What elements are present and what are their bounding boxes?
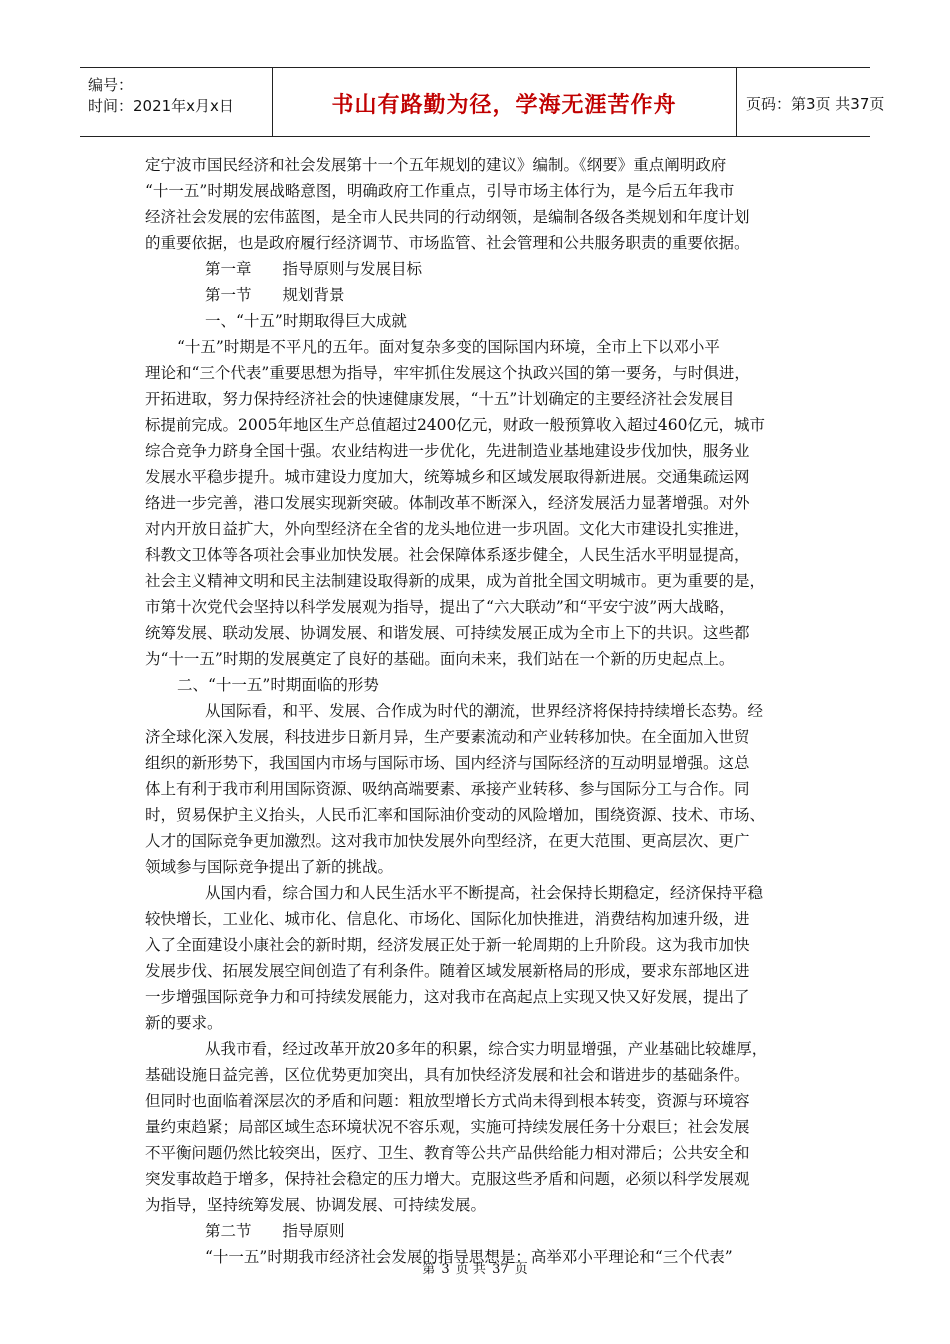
text-line: 入了全面建设小康社会的新时期，经济发展正处于新一轮周期的上升阶段。这为我市加快	[145, 936, 750, 954]
text-line: 体上有利于我市利用国际资源、吸纳高端要素、承接产业转移、参与国际分工与合作。同	[145, 780, 750, 798]
text-line: 科教文卫体等各项社会事业加快发展。社会保障体系逐步健全，人民生活水平明显提高，	[145, 546, 750, 564]
text-line: “十一五”时期发展战略意图，明确政府工作重点，引导市场主体行为，是今后五年我市	[145, 182, 735, 200]
text-line: 时，贸易保护主义抬头，人民币汇率和国际油价变动的风险增加，围绕资源、技术、市场、	[145, 806, 766, 824]
text-line: 济全球化深入发展，科技进步日新月异，生产要素流动和产业转移加快。在全面加入世贸	[145, 728, 750, 746]
text-line: 基础设施日益完善，区位优势更加突出，具有加快经济发展和社会和谐进步的基础条件。	[145, 1066, 750, 1084]
page-header	[80, 67, 885, 137]
text-line: 市第十次党代会坚持以科学发展观为指导，提出了“六大联动”和“平安宁波”两大战略，	[145, 598, 735, 616]
text-line: 一、“十五”时期取得巨大成就	[205, 312, 407, 330]
text-line: 人才的国际竞争更加激烈。这对我市加快发展外向型经济，在更大范围、更高层次、更广	[145, 832, 750, 850]
header-page-number: 页码：第3页 共37页	[746, 95, 885, 113]
text-line: 组织的新形势下，我国国内市场与国际市场、国内经济与国际经济的互动明显增强。这总	[145, 754, 750, 772]
text-line: 从我市看，经过改革开放20多年的积累，综合实力明显增强，产业基础比较雄厚，	[205, 1040, 768, 1058]
text-line: “十一五”时期我市经济社会发展的指导思想是：高举邓小平理论和“三个代表”	[205, 1248, 733, 1266]
text-line: 经济社会发展的宏伟蓝图，是全市人民共同的行动纲领，是编制各级各类规划和年度计划	[145, 208, 750, 226]
document-body	[145, 152, 805, 1270]
header-page-cell	[736, 68, 885, 136]
header-motto-cell	[272, 68, 737, 136]
text-line: 络进一步完善，港口发展实现新突破。体制改革不断深入，经济发展活力显著增强。对外	[145, 494, 750, 512]
text-line: 较快增长，工业化、城市化、信息化、市场化、国际化加快推进，消费结构加速升级，进	[145, 910, 750, 928]
text-line: 标提前完成。2005年地区生产总值超过2400亿元，财政一般预算收入超过460亿元，城市	[145, 416, 765, 434]
footer-prefix: 第	[422, 1262, 436, 1277]
text-line: 从国际看，和平、发展、合作成为时代的潮流，世界经济将保持持续增长态势。经	[205, 702, 764, 720]
text-line: 发展步伐、拓展发展空间创造了有利条件。随着区域发展新格局的形成，要求东部地区进	[145, 962, 750, 980]
text-line: 为“十一五”时期的发展奠定了良好的基础。面向未来，我们站在一个新的历史起点上。	[145, 650, 735, 668]
document-number-label: 编号：	[88, 76, 134, 94]
footer-suffix: 页	[514, 1262, 528, 1277]
text-line: “十五”时期是不平凡的五年。面对复杂多变的国际国内环境，全市上下以邓小平	[177, 338, 720, 356]
text-line: 综合竞争力跻身全国十强。农业结构进一步优化，先进制造业基地建设步伐加快，服务业	[145, 442, 750, 460]
text-line: 为指导，坚持统筹发展、协调发展、可持续发展。	[145, 1196, 487, 1214]
text-line: 理论和“三个代表”重要思想为指导，牢牢抓住发展这个执政兴国的第一要务，与时俱进，	[145, 364, 750, 382]
text-line: 领域参与国际竞争提出了新的挑战。	[145, 858, 394, 876]
footer-mid: 页 共	[455, 1262, 486, 1277]
page-footer	[0, 1258, 950, 1277]
text-line: 的重要依据，也是政府履行经济调节、市场监管、社会管理和公共服务职责的重要依据。	[145, 234, 750, 252]
document-date-label: 时间：2021年x月x日	[88, 97, 234, 115]
text-line: 突发事故趋于增多，保持社会稳定的压力增大。克服这些矛盾和问题，必须以科学发展观	[145, 1170, 750, 1188]
text-line: 二、“十一五”时期面临的形势	[177, 676, 379, 694]
text-line: 对内开放日益扩大，外向型经济在全省的龙头地位进一步巩固。文化大市建设扎实推进，	[145, 520, 750, 538]
text-line: 社会主义精神文明和民主法制建设取得新的成果，成为首批全国文明城市。更为重要的是，	[145, 572, 766, 590]
text-line: 发展水平稳步提升。城市建设力度加大，统筹城乡和区域发展取得新进展。交通集疏运网	[145, 468, 750, 486]
text-line: 第二节 指导原则	[205, 1222, 345, 1240]
header-motto: 书山有路勤为径，学海无涯苦作舟	[331, 93, 677, 118]
footer-page: 3	[441, 1262, 450, 1277]
text-line: 开拓进取，努力保持经济社会的快速健康发展，“十五”计划确定的主要经济社会发展目	[145, 390, 735, 408]
text-line: 第一节 规划背景	[205, 286, 345, 304]
text-line: 新的要求。	[145, 1014, 223, 1032]
text-line: 量约束趋紧；局部区域生态环境状况不容乐观，实施可持续发展任务十分艰巨；社会发展	[145, 1118, 750, 1136]
text-line: 定宁波市国民经济和社会发展第十一个五年规划的建议》编制。《纲要》重点阐明政府	[145, 156, 727, 174]
footer-total: 37	[492, 1262, 509, 1277]
text-line: 从国内看，综合国力和人民生活水平不断提高，社会保持长期稳定，经济保持平稳	[205, 884, 764, 902]
text-line: 第一章 指导原则与发展目标	[205, 260, 423, 278]
header-meta-cell	[80, 68, 273, 136]
text-line: 但同时也面临着深层次的矛盾和问题：粗放型增长方式尚未得到根本转变，资源与环境容	[145, 1092, 750, 1110]
text-line: 不平衡问题仍然比较突出，医疗、卫生、教育等公共产品供给能力相对滞后；公共安全和	[145, 1144, 750, 1162]
text-line: 统筹发展、联动发展、协调发展、和谐发展、可持续发展正成为全市上下的共识。这些都	[145, 624, 750, 642]
text-line: 一步增强国际竞争力和可持续发展能力，这对我市在高起点上实现又快又好发展，提出了	[145, 988, 750, 1006]
